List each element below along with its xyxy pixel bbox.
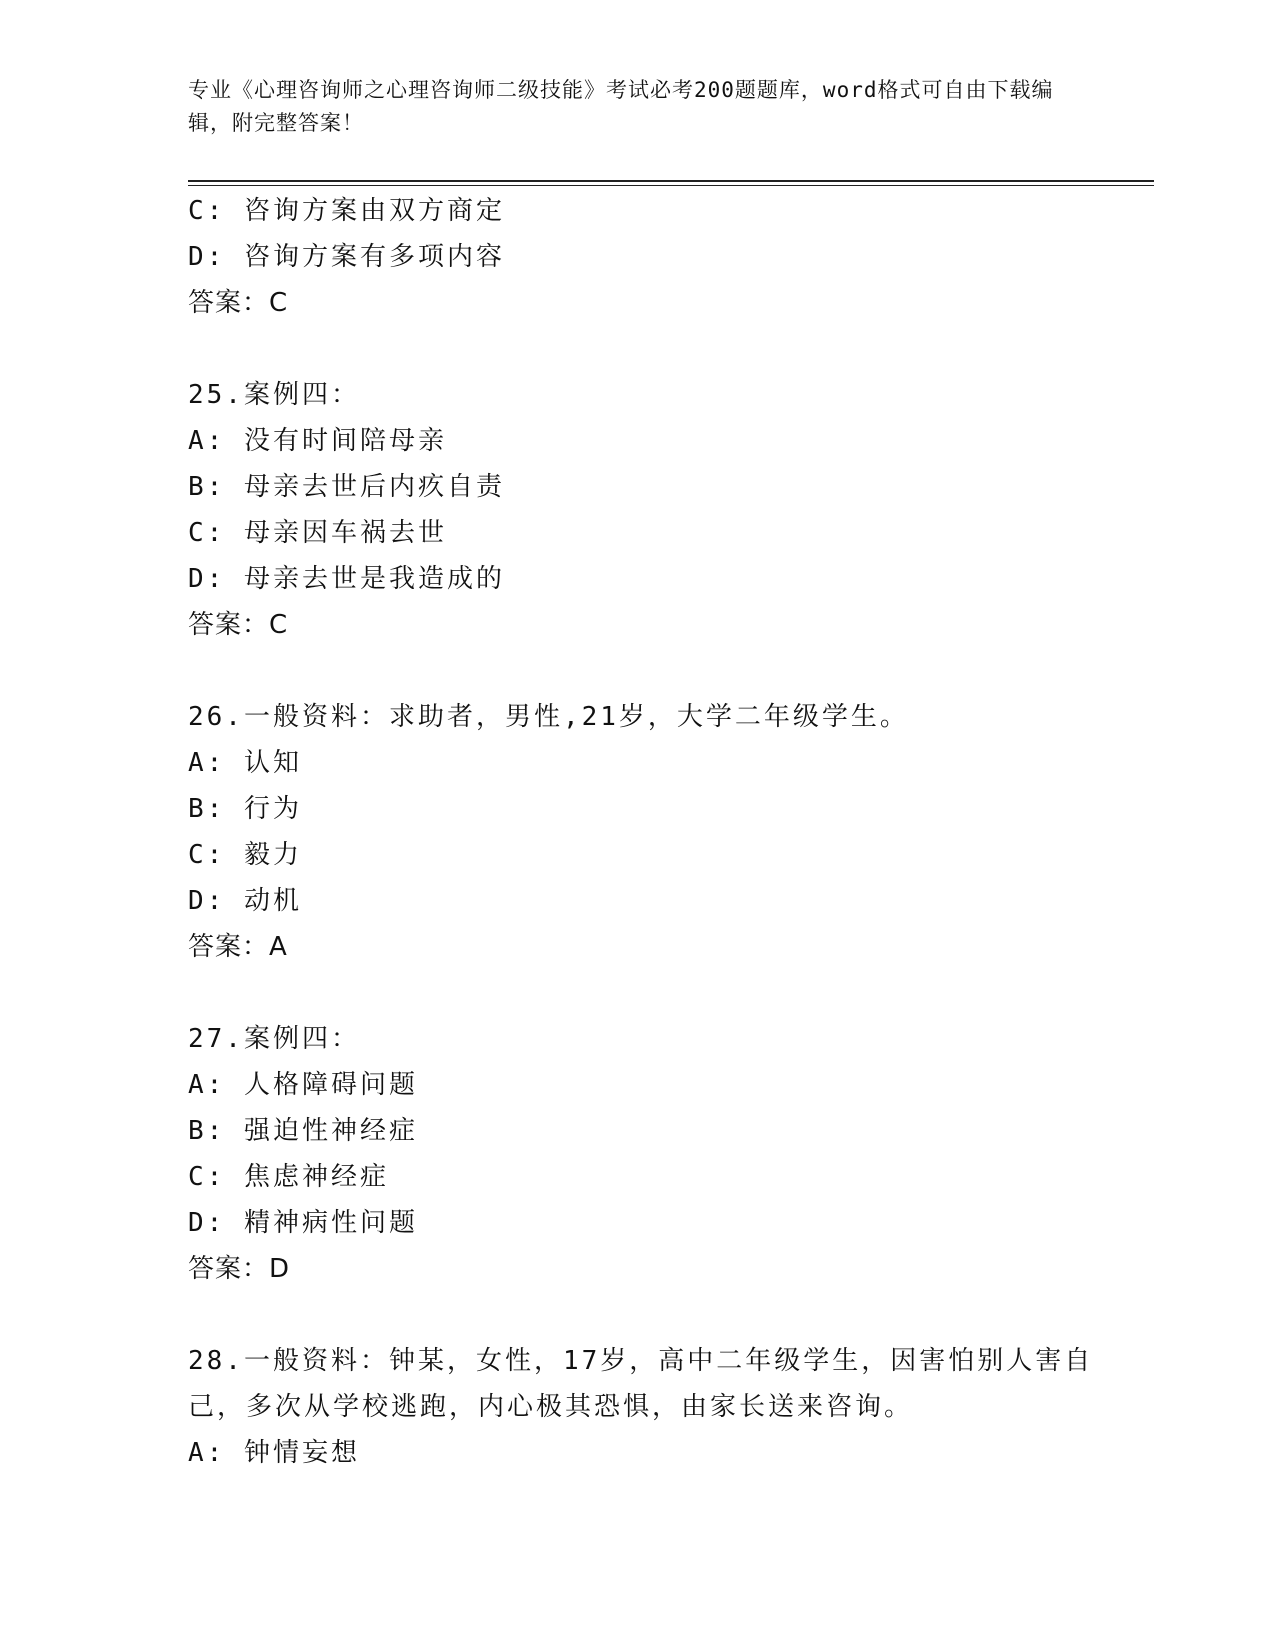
option-a: A: 认知: [188, 748, 302, 778]
option-b: B: 行为: [188, 794, 302, 824]
question-title: 26.一般资料：求助者，男性,21岁，大学二年级学生。: [188, 702, 909, 732]
header-rule-thin: [188, 185, 1154, 186]
option-a: A: 人格障碍问题: [188, 1070, 418, 1100]
option-a: A: 钟情妄想: [188, 1438, 360, 1468]
question-title: 27.案例四：: [188, 1024, 360, 1054]
question-content: [188, 188, 1128, 1476]
answer-label: 答案：D: [188, 1254, 291, 1284]
option-c: C: 咨询方案由双方商定: [188, 196, 505, 226]
option-d: D: 母亲去世是我造成的: [188, 564, 505, 594]
option-c: C: 焦虑神经症: [188, 1162, 389, 1192]
option-a: A: 没有时间陪母亲: [188, 426, 447, 456]
option-d: D: 动机: [188, 886, 302, 916]
answer-label: 答案：A: [188, 932, 288, 962]
option-c: C: 毅力: [188, 840, 302, 870]
question-title: 25.案例四：: [188, 380, 360, 410]
question-title-line-2: 己，多次从学校逃跑，内心极其恐惧，由家长送来咨询。: [188, 1392, 914, 1422]
option-d: D: 咨询方案有多项内容: [188, 242, 505, 272]
option-b: B: 母亲去世后内疚自责: [188, 472, 505, 502]
option-c: C: 母亲因车祸去世: [188, 518, 447, 548]
answer-label: 答案：C: [188, 610, 289, 640]
option-b: B: 强迫性神经症: [188, 1116, 418, 1146]
document-header: 专业《心理咨询师之心理咨询师二级技能》考试必考200题题库，word格式可自由下载编辑，附完整答案！: [188, 78, 1054, 135]
question-title-line-1: 28.一般资料：钟某，女性，17岁，高中二年级学生，因害怕别人害自: [188, 1346, 1094, 1376]
answer-label: 答案：C: [188, 288, 289, 318]
header-rule-thick: [188, 180, 1154, 182]
option-d: D: 精神病性问题: [188, 1208, 418, 1238]
